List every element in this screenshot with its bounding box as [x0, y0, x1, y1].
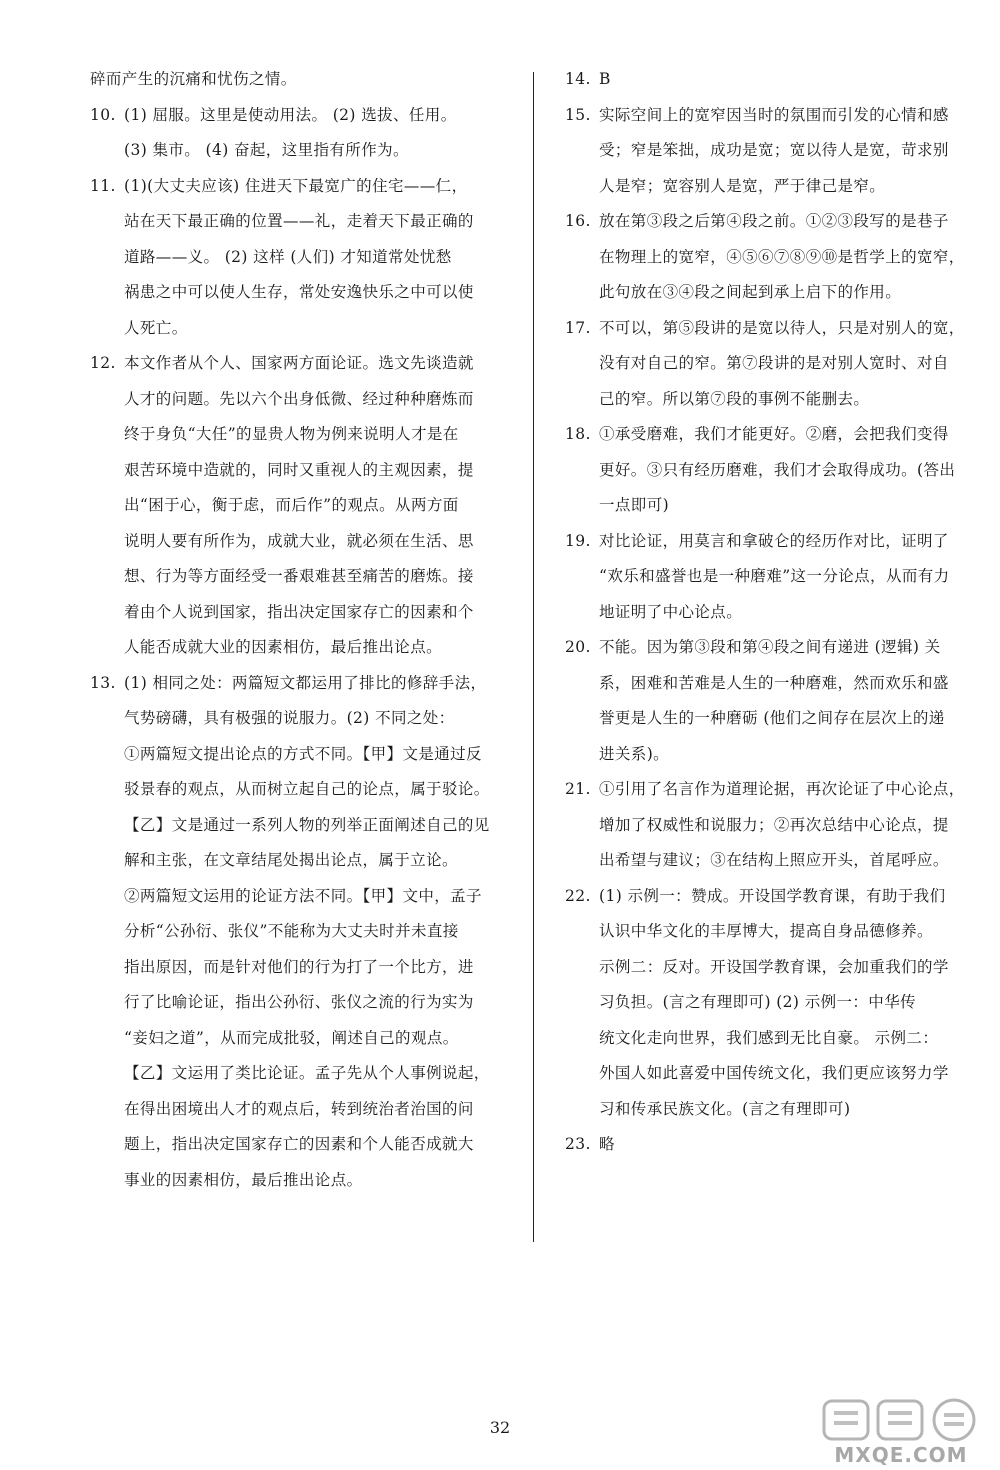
answer-line: 示例二：反对。开设国学教育课，会加重我们的学 — [599, 957, 949, 976]
answer-line: 碎而产生的沉痛和忧伤之情。 — [90, 70, 297, 88]
answer-line: 增加了权威性和说服力；②再次总结中心论点，提 — [599, 815, 949, 834]
answer-line: (3) 集市。 (4) 奋起，这里指有所作为。 — [124, 141, 409, 159]
answer-line: 人是窄；宽容别人是宽，严于律己是窄。 — [599, 176, 886, 195]
answer-line: 略 — [599, 1135, 615, 1153]
answer-line: 气势磅礴，具有极强的说服力。(2) 不同之处： — [124, 709, 455, 727]
answer-line: 习和传承民族文化。(言之有理即可) — [599, 1099, 851, 1118]
answer-number: 18. — [565, 425, 591, 443]
answer-line: (1) 相同之处：两篇短文都运用了排比的修辞手法， — [124, 673, 487, 692]
answer-item — [565, 417, 975, 524]
answer-number: 13. — [90, 673, 116, 692]
answer-number: 10. — [90, 105, 116, 124]
answer-number: 11. — [90, 176, 116, 195]
answer-number: 16. — [565, 212, 591, 230]
answer-line: 习负担。(言之有理即可) (2) 示例一：中华传 — [599, 993, 917, 1011]
answer-line: 人才的问题。先以六个出身低微、经过种种磨炼而 — [124, 389, 474, 408]
answer-line: 本文作者从个人、国家两方面论证。选文先谈造就 — [124, 354, 474, 372]
answer-line: 人能否成就大业的因素相仿，最后推出论点。 — [124, 638, 443, 656]
answer-item — [565, 311, 975, 418]
answer-line: 系，困难和苦难是人生的一种磨难，然而欢乐和盛 — [599, 673, 949, 692]
answer-number: 12. — [90, 354, 116, 372]
answer-line: 没有对自己的窄。第⑦段讲的是对别人宽时、对自 — [599, 354, 949, 372]
watermark-logo-icon — [816, 1395, 986, 1445]
answer-line: 此句放在③④段之间起到承上启下的作用。 — [599, 283, 902, 301]
answer-line: 进关系)。 — [599, 744, 670, 763]
answer-line: 道路——义。 (2) 这样 (人们) 才知道常处忧愁 — [124, 247, 452, 266]
answer-line: 对比论证，用莫言和拿破仑的经历作对比，证明了 — [599, 531, 949, 550]
answer-line: 誉更是人生的一种磨砺 (他们之间存在层次上的递 — [599, 709, 945, 727]
answer-line: 更好。③只有经历磨难，我们才会取得成功。(答出 — [599, 460, 956, 479]
watermark-text: MXQE.COM — [834, 1443, 968, 1467]
answer-line: 【乙】文是通过一系列人物的列举正面阐述自己的见 — [124, 815, 490, 834]
answer-line: 受；窄是笨拙，成功是宽；宽以待人是宽，苛求别 — [599, 141, 949, 159]
answer-line: 行了比喻论证，指出公孙衍、张仪之流的行为实为 — [124, 993, 474, 1011]
answer-number: 21. — [565, 780, 591, 798]
answer-line: 在物理上的宽窄，④⑤⑥⑦⑧⑨⑩是哲学上的宽窄， — [599, 247, 965, 266]
answer-line: 不能。因为第③段和第④段之间有递进 (逻辑) 关 — [599, 638, 941, 656]
page-number: 32 — [489, 1418, 511, 1437]
answer-line: 放在第③段之后第④段之前。①②③段写的是巷子 — [599, 212, 949, 230]
answer-line: ②两篇短文运用的论证方法不同。【甲】文中，孟子 — [124, 886, 482, 905]
answer-line: 驳景春的观点，从而树立起自己的论点，属于驳论。 — [124, 780, 490, 798]
answer-line: 出“困于心，衡于虑，而后作”的观点。从两方面 — [124, 496, 459, 514]
column-divider — [533, 72, 534, 1242]
answer-line: 站在天下最正确的位置——礼，走着天下最正确的 — [124, 212, 474, 230]
answer-line: 在得出困境出人才的观点后，转到统治者治国的问 — [124, 1099, 474, 1118]
answer-line: 实际空间上的宽窄因当时的氛围而引发的心情和感 — [599, 105, 949, 124]
answer-item — [565, 524, 975, 631]
answer-item — [90, 62, 510, 98]
answer-line: 终于身负“大任”的显贵人物为例来说明人才是在 — [124, 425, 459, 443]
answer-line: 着由个人说到国家，指出决定国家存亡的因素和个 — [124, 602, 474, 621]
answer-line: B — [599, 70, 611, 88]
answer-number: 17. — [565, 318, 591, 337]
answer-line: 题上，指出决定国家存亡的因素和个人能否成就大 — [124, 1135, 474, 1153]
answer-item — [565, 204, 975, 311]
answer-line: 分析“公孙衍、张仪”不能称为大丈夫时并未直接 — [124, 922, 459, 940]
answer-line: 祸患之中可以使人生存，常处安逸快乐之中可以使 — [124, 283, 474, 301]
left-column — [90, 62, 510, 1198]
answer-number: 23. — [565, 1135, 591, 1153]
answer-line: 说明人要有所作为，成就大业，就必须在生活、思 — [124, 531, 474, 550]
answer-item — [90, 169, 510, 347]
watermark — [816, 1395, 986, 1467]
answer-line: 【乙】文运用了类比论证。孟子先从个人事例说起， — [124, 1064, 490, 1082]
answer-line: 人死亡。 — [124, 318, 188, 337]
answer-line: (1) 屈服。这里是使动用法。 (2) 选拔、任用。 — [124, 105, 457, 124]
answer-line: ①引用了名言作为道理论据，再次论证了中心论点， — [599, 780, 965, 798]
answer-number: 20. — [565, 638, 591, 656]
answer-item — [90, 346, 510, 666]
answer-line: 地证明了中心论点。 — [599, 602, 743, 621]
answer-line: 指出原因，而是针对他们的行为打了一个比方，进 — [124, 957, 474, 976]
answer-item — [90, 666, 510, 1199]
answer-number: 14. — [565, 70, 591, 88]
answer-item — [90, 98, 510, 169]
answer-line: ①两篇短文提出论点的方式不同。【甲】文是通过反 — [124, 744, 482, 763]
answer-line: 认识中华文化的丰厚博大，提高自身品德修养。 — [599, 922, 933, 940]
answer-line: 想、行为等方面经受一番艰难甚至痛苦的磨炼。接 — [124, 567, 474, 585]
answer-line: (1) 示例一：赞成。开设国学教育课，有助于我们 — [599, 886, 946, 905]
answer-line: 己的窄。所以第⑦段的事例不能删去。 — [599, 389, 870, 408]
answer-line: 一点即可) — [599, 496, 670, 514]
answer-item — [565, 98, 975, 205]
right-column — [565, 62, 975, 1163]
answer-line: “妾妇之道”，从而完成批驳，阐述自己的观点。 — [124, 1028, 459, 1047]
answer-line: (1)(大丈夫应该) 住进天下最宽广的住宅——仁， — [124, 176, 468, 195]
answer-line: 艰苦环境中造就的，同时又重视人的主观因素，提 — [124, 460, 474, 479]
answer-line: “欢乐和盛誉也是一种磨难”这一分论点，从而有力 — [599, 567, 950, 585]
answer-line: 解和主张，在文章结尾处揭出论点，属于立论。 — [124, 851, 458, 869]
answer-line: ①承受磨难，我们才能更好。②磨，会把我们变得 — [599, 425, 949, 443]
answer-item — [565, 772, 975, 879]
answer-line: 出希望与建议；③在结构上照应开头，首尾呼应。 — [599, 851, 949, 869]
answer-number: 15. — [565, 105, 591, 124]
answer-line: 外国人如此喜爱中国传统文化，我们更应该努力学 — [599, 1064, 949, 1082]
answer-number: 22. — [565, 886, 591, 905]
answer-item — [565, 62, 975, 98]
answer-number: 19. — [565, 531, 591, 550]
answer-line: 不可以，第⑤段讲的是宽以待人，只是对别人的宽， — [599, 318, 965, 337]
answer-line: 事业的因素相仿，最后推出论点。 — [124, 1170, 363, 1189]
answer-line: 统文化走向世界，我们感到无比自豪。 示例二： — [599, 1028, 939, 1047]
answer-item — [565, 630, 975, 772]
answer-item — [565, 879, 975, 1128]
answer-item — [565, 1127, 975, 1163]
